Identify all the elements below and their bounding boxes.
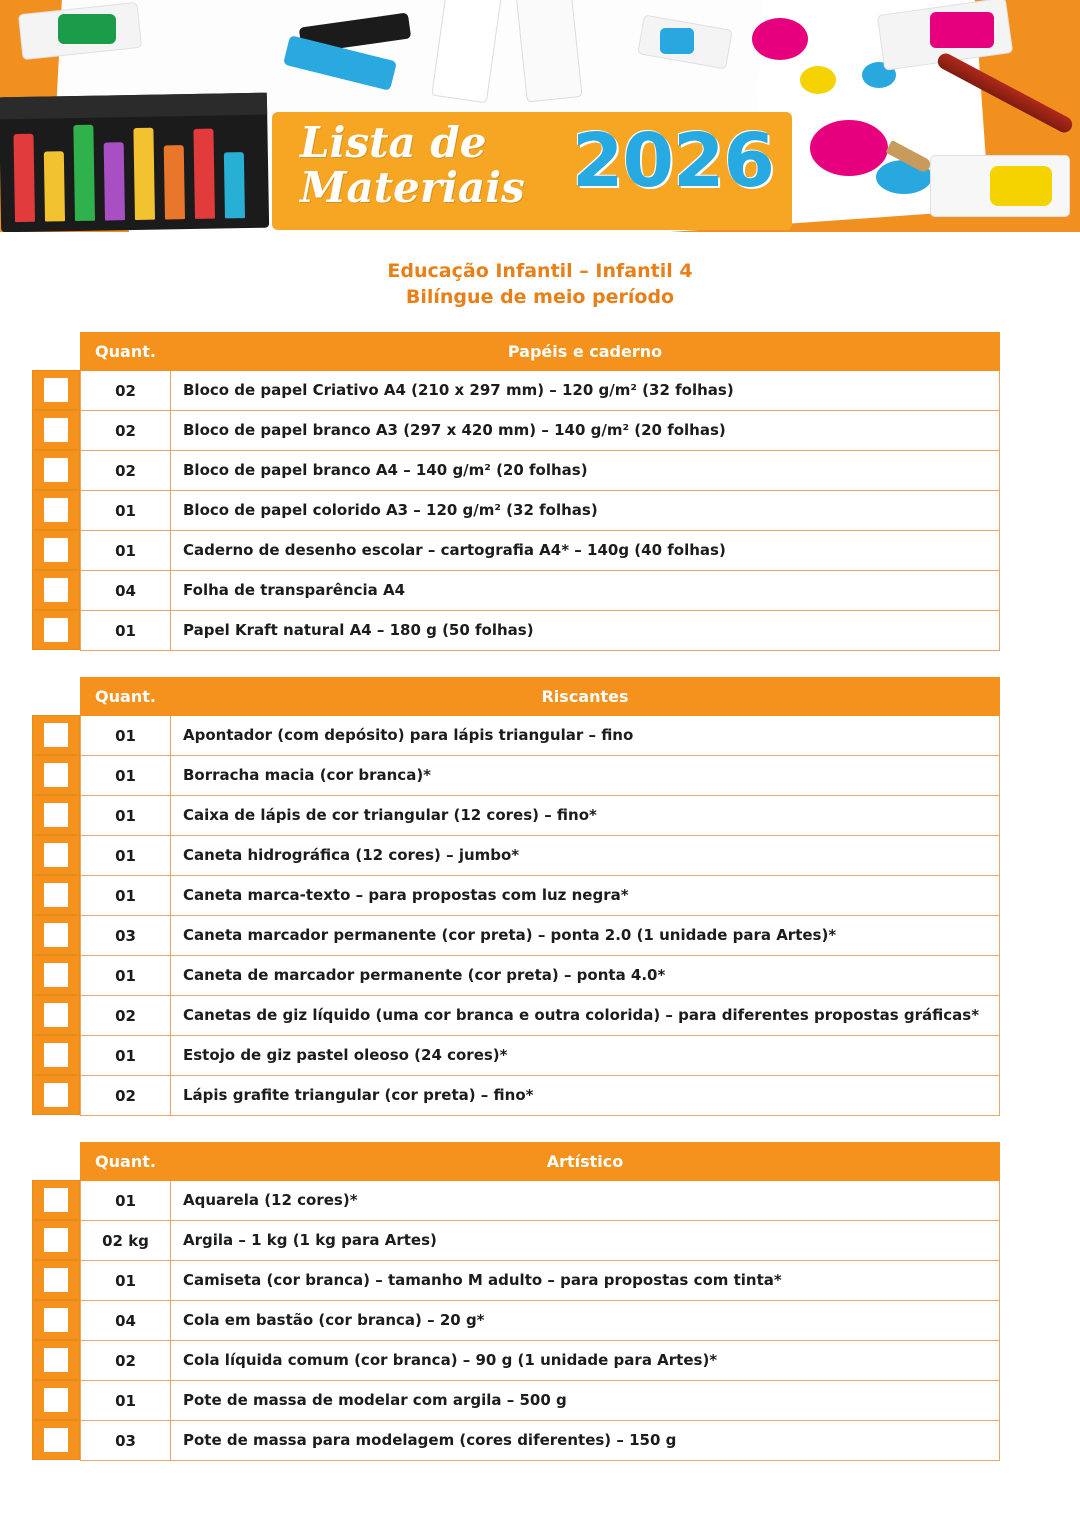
pastel-crayon-box-icon xyxy=(0,93,269,232)
banner-title-line2: Materiais xyxy=(300,163,525,212)
checkbox-icon[interactable] xyxy=(44,1003,68,1027)
row-checkbox[interactable] xyxy=(32,1075,80,1115)
cell-quantity: 02 kg xyxy=(81,1221,171,1261)
cell-item-description: Bloco de papel branco A3 (297 x 420 mm) – 140 g/m² (20 folhas) xyxy=(171,411,1000,451)
cell-item-description: Apontador (com depósito) para lápis triangular – fino xyxy=(171,716,1000,756)
cell-item-description: Papel Kraft natural A4 – 180 g (50 folhas) xyxy=(171,611,1000,651)
cell-quantity: 01 xyxy=(81,876,171,916)
checkbox-icon[interactable] xyxy=(44,723,68,747)
cell-item-description: Pote de massa para modelagem (cores diferentes) – 150 g xyxy=(171,1421,1000,1461)
cell-item-description: Caneta de marcador permanente (cor preta) – ponta 4.0* xyxy=(171,956,1000,996)
row-checkbox[interactable] xyxy=(32,715,80,755)
cell-quantity: 02 xyxy=(81,1076,171,1116)
crayon-orange-icon xyxy=(164,145,185,219)
checkbox-column xyxy=(32,715,80,1115)
materials-list-document xyxy=(0,232,1080,1527)
checkbox-icon[interactable] xyxy=(44,538,68,562)
subtitle-line-2: Bilíngue de meio período xyxy=(405,286,675,308)
cell-quantity: 04 xyxy=(81,1301,171,1341)
cell-quantity: 01 xyxy=(81,716,171,756)
checkbox-column xyxy=(32,370,80,650)
table-row xyxy=(81,1381,1000,1421)
cell-quantity: 03 xyxy=(81,1421,171,1461)
materials-table xyxy=(80,332,1000,651)
row-checkbox[interactable] xyxy=(32,955,80,995)
cell-item-description: Bloco de papel colorido A3 – 120 g/m² (32 folhas) xyxy=(171,491,1000,531)
cell-item-description: Folha de transparência A4 xyxy=(171,571,1000,611)
cell-quantity: 01 xyxy=(81,1261,171,1301)
row-checkbox[interactable] xyxy=(32,1340,80,1380)
cell-item-description: Caneta hidrográfica (12 cores) – jumbo* xyxy=(171,836,1000,876)
cell-quantity: 01 xyxy=(81,836,171,876)
row-checkbox[interactable] xyxy=(32,530,80,570)
cell-quantity: 04 xyxy=(81,571,171,611)
table-row xyxy=(81,1261,1000,1301)
crayon-blue-icon xyxy=(224,152,245,218)
cell-item-description: Camiseta (cor branca) – tamanho M adulto – para propostas com tinta* xyxy=(171,1261,1000,1301)
materials-table xyxy=(80,1142,1000,1461)
cell-quantity: 02 xyxy=(81,371,171,411)
checkbox-icon[interactable] xyxy=(44,1268,68,1292)
cell-item-description: Caneta marca-texto – para propostas com luz negra* xyxy=(171,876,1000,916)
banner-title-line1: Lista de xyxy=(300,118,487,167)
cell-item-description: Cola em bastão (cor branca) – 20 g* xyxy=(171,1301,1000,1341)
table-row xyxy=(81,1036,1000,1076)
paint-cyan-blob-icon xyxy=(660,28,694,54)
table-row xyxy=(81,1341,1000,1381)
cell-quantity: 01 xyxy=(81,531,171,571)
table-row xyxy=(81,996,1000,1036)
row-checkbox[interactable] xyxy=(32,795,80,835)
table-row xyxy=(81,1421,1000,1461)
checkbox-icon[interactable] xyxy=(44,1308,68,1332)
column-header-category: Riscantes xyxy=(171,678,1000,716)
row-checkbox[interactable] xyxy=(32,835,80,875)
table-header-row xyxy=(81,333,1000,371)
paint-yellow-fill-icon xyxy=(990,166,1052,206)
cell-item-description: Caderno de desenho escolar – cartografia A4* – 140g (40 folhas) xyxy=(171,531,1000,571)
header-banner xyxy=(0,0,1080,232)
materials-section xyxy=(80,677,1000,1116)
checkbox-icon[interactable] xyxy=(44,618,68,642)
cell-quantity: 01 xyxy=(81,956,171,996)
cell-item-description: Bloco de papel branco A4 – 140 g/m² (20 folhas) xyxy=(171,451,1000,491)
cell-quantity: 01 xyxy=(81,491,171,531)
cell-quantity: 01 xyxy=(81,756,171,796)
row-checkbox[interactable] xyxy=(32,915,80,955)
row-checkbox[interactable] xyxy=(32,1260,80,1300)
cell-quantity: 01 xyxy=(81,1381,171,1421)
table-row xyxy=(81,796,1000,836)
crayon-red-2-icon xyxy=(193,129,215,219)
banner-year: 2026 xyxy=(572,118,774,204)
table-row xyxy=(81,491,1000,531)
table-row xyxy=(81,876,1000,916)
row-checkbox[interactable] xyxy=(32,995,80,1035)
checkbox-icon[interactable] xyxy=(44,1043,68,1067)
checkbox-icon[interactable] xyxy=(44,763,68,787)
sections-container xyxy=(0,332,1080,1461)
table-header-row xyxy=(81,678,1000,716)
cell-item-description: Estojo de giz pastel oleoso (24 cores)* xyxy=(171,1036,1000,1076)
crayon-purple-icon xyxy=(104,142,125,220)
cell-quantity: 01 xyxy=(81,611,171,651)
cell-quantity: 01 xyxy=(81,796,171,836)
row-checkbox[interactable] xyxy=(32,410,80,450)
crayon-yellow-icon xyxy=(44,151,65,221)
row-checkbox[interactable] xyxy=(32,450,80,490)
row-checkbox[interactable] xyxy=(32,570,80,610)
materials-section xyxy=(80,332,1000,651)
table-row xyxy=(81,756,1000,796)
table-row xyxy=(81,451,1000,491)
cell-quantity: 03 xyxy=(81,916,171,956)
cell-quantity: 02 xyxy=(81,1341,171,1381)
table-row xyxy=(81,531,1000,571)
checkbox-icon[interactable] xyxy=(44,1228,68,1252)
table-row xyxy=(81,571,1000,611)
row-checkbox[interactable] xyxy=(32,875,80,915)
checkbox-icon[interactable] xyxy=(44,923,68,947)
cell-item-description: Caixa de lápis de cor triangular (12 cores) – fino* xyxy=(171,796,1000,836)
table-row xyxy=(81,1181,1000,1221)
paint-magenta-fill-icon xyxy=(930,12,994,48)
checkbox-icon[interactable] xyxy=(44,1083,68,1107)
page-subtitle xyxy=(0,258,1080,310)
pastel-box-lid xyxy=(0,93,267,120)
table-row xyxy=(81,411,1000,451)
cell-quantity: 02 xyxy=(81,451,171,491)
table-row xyxy=(81,716,1000,756)
checkbox-icon[interactable] xyxy=(44,1348,68,1372)
checkbox-icon[interactable] xyxy=(44,578,68,602)
paint-green-icon xyxy=(58,14,116,44)
checkbox-icon[interactable] xyxy=(44,843,68,867)
cell-item-description: Lápis grafite triangular (cor preta) – fino* xyxy=(171,1076,1000,1116)
column-header-quantity: Quant. xyxy=(81,1143,171,1181)
column-header-quantity: Quant. xyxy=(81,678,171,716)
row-checkbox[interactable] xyxy=(32,490,80,530)
paint-magenta-blob-2-icon xyxy=(810,120,888,176)
checkbox-icon[interactable] xyxy=(44,1388,68,1412)
row-checkbox[interactable] xyxy=(32,1380,80,1420)
table-row xyxy=(81,1221,1000,1261)
checkbox-icon[interactable] xyxy=(44,498,68,522)
materials-table xyxy=(80,677,1000,1116)
crayon-red-icon xyxy=(13,134,35,222)
crayon-yellow-2-icon xyxy=(133,128,155,220)
checkbox-icon[interactable] xyxy=(44,1428,68,1452)
cell-quantity: 02 xyxy=(81,996,171,1036)
paint-yellow-blob-icon xyxy=(800,66,836,94)
checkbox-icon[interactable] xyxy=(44,418,68,442)
table-row xyxy=(81,956,1000,996)
checkbox-icon[interactable] xyxy=(44,963,68,987)
table-header-row xyxy=(81,1143,1000,1181)
row-checkbox[interactable] xyxy=(32,755,80,795)
cell-item-description: Pote de massa de modelar com argila – 500 g xyxy=(171,1381,1000,1421)
row-checkbox[interactable] xyxy=(32,370,80,410)
cell-item-description: Aquarela (12 cores)* xyxy=(171,1181,1000,1221)
row-checkbox[interactable] xyxy=(32,1420,80,1460)
cell-item-description: Bloco de papel Criativo A4 (210 x 297 mm) – 120 g/m² (32 folhas) xyxy=(171,371,1000,411)
table-row xyxy=(81,836,1000,876)
checkbox-icon[interactable] xyxy=(44,803,68,827)
table-row xyxy=(81,371,1000,411)
checkbox-icon[interactable] xyxy=(44,378,68,402)
row-checkbox[interactable] xyxy=(32,1300,80,1340)
column-header-category: Artístico xyxy=(171,1143,1000,1181)
column-header-quantity: Quant. xyxy=(81,333,171,371)
cell-item-description: Argila – 1 kg (1 kg para Artes) xyxy=(171,1221,1000,1261)
cell-quantity: 02 xyxy=(81,411,171,451)
table-row xyxy=(81,1301,1000,1341)
crayon-green-icon xyxy=(73,125,95,221)
paint-magenta-blob-icon xyxy=(752,18,808,60)
row-checkbox[interactable] xyxy=(32,1220,80,1260)
table-row xyxy=(81,611,1000,651)
table-row xyxy=(81,1076,1000,1116)
checkbox-column xyxy=(32,1180,80,1460)
cell-quantity: 01 xyxy=(81,1181,171,1221)
row-checkbox[interactable] xyxy=(32,1035,80,1075)
row-checkbox[interactable] xyxy=(32,610,80,650)
table-row xyxy=(81,916,1000,956)
row-checkbox[interactable] xyxy=(32,1180,80,1220)
cell-item-description: Cola líquida comum (cor branca) – 90 g (1 unidade para Artes)* xyxy=(171,1341,1000,1381)
materials-section xyxy=(80,1142,1000,1461)
cell-item-description: Caneta marcador permanente (cor preta) – ponta 2.0 (1 unidade para Artes)* xyxy=(171,916,1000,956)
cell-quantity: 01 xyxy=(81,1036,171,1076)
checkbox-icon[interactable] xyxy=(44,1188,68,1212)
subtitle-line-1: Educação Infantil – Infantil 4 xyxy=(387,260,693,282)
cell-item-description: Canetas de giz líquido (uma cor branca e outra colorida) – para diferentes propostas gráficas* xyxy=(171,996,1000,1036)
checkbox-icon[interactable] xyxy=(44,458,68,482)
cell-item-description: Borracha macia (cor branca)* xyxy=(171,756,1000,796)
column-header-category: Papéis e caderno xyxy=(171,333,1000,371)
checkbox-icon[interactable] xyxy=(44,883,68,907)
